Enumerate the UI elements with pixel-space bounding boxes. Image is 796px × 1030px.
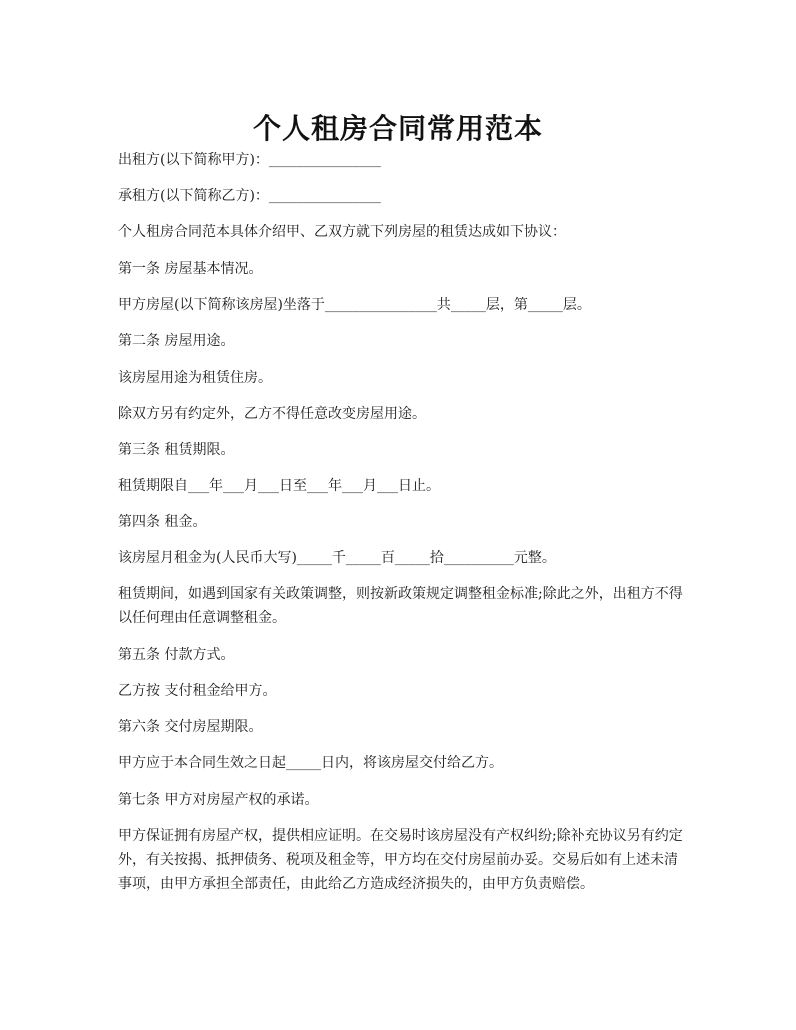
lessee-line: 承租方(以下简称乙方)：________________: [118, 188, 381, 204]
article-7-text: 甲方保证拥有房屋产权，提供相应证明。在交易时该房屋没有产权纠纷;除补充协议另有约定外，有关按揭、抵押债务、税项及租金等，甲方均在交付房屋前办妥。交易后如有上述未清事项，由甲方承担全部责任，由此给乙方造成经济损失的，由甲方负责赔偿。: [118, 828, 683, 892]
article-3-heading: 第三条 租赁期限。: [118, 442, 235, 458]
article-6-heading: 第六条 交付房屋期限。: [118, 719, 263, 735]
page-title: 个人租房合同常用范本: [252, 111, 543, 145]
article-4-heading: 第四条 租金。: [118, 514, 207, 530]
article-5-text: 乙方按 支付租金给甲方。: [118, 683, 277, 699]
article-1-heading: 第一条 房屋基本情况。: [118, 261, 263, 277]
article-4-text-1: 该房屋月租金为(人民币大写)_____千_____百_____拾__________元整。: [118, 550, 556, 566]
article-5-heading: 第五条 付款方式。: [118, 647, 235, 663]
article-1-text: 甲方房屋(以下简称该房屋)坐落于________________共_____层，第_____层。: [118, 297, 591, 313]
article-6-text: 甲方应于本合同生效之日起_____日内，将该房屋交付给乙方。: [118, 755, 503, 771]
article-2-text-1: 该房屋用途为租赁住房。: [118, 370, 272, 386]
intro-paragraph: 个人租房合同范本具体介绍甲、乙双方就下列房屋的租赁达成如下协议：: [118, 224, 566, 240]
article-2-heading: 第二条 房屋用途。: [118, 333, 235, 349]
article-7-heading: 第七条 甲方对房屋产权的承诺。: [118, 792, 319, 808]
lessor-line: 出租方(以下简称甲方)：________________: [118, 152, 381, 168]
article-4-text-2: 租赁期间，如遇到国家有关政策调整，则按新政策规定调整租金标准;除此之外，出租方不得以任何理由任意调整租金。: [118, 586, 683, 626]
article-3-text: 租赁期限自___年___月___日至___年___月___日止。: [118, 478, 440, 494]
article-2-text-2: 除双方另有约定外，乙方不得任意改变房屋用途。: [118, 406, 426, 422]
